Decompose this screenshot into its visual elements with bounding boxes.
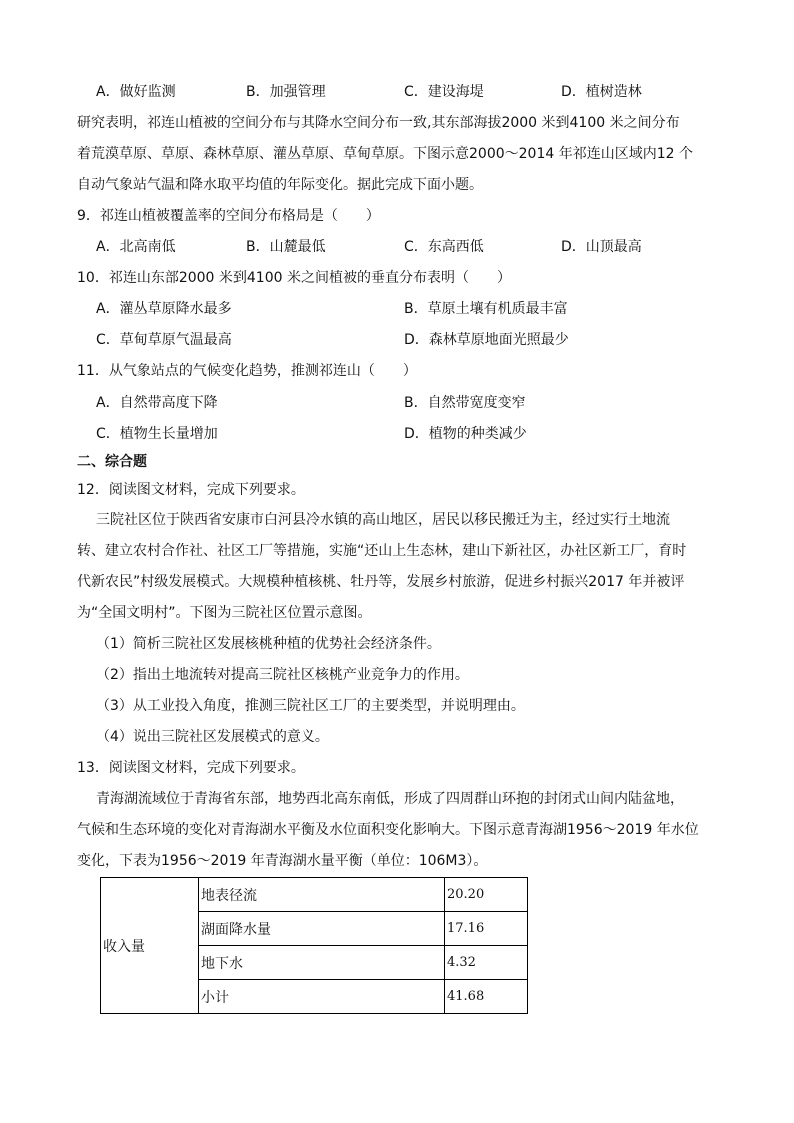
- q12-para-line-4: 为“全国文明村”。下图为三院社区位置示意图。: [77, 605, 372, 621]
- q11-stem: 11．从气象站点的气候变化趋势，推测祁连山（ ）: [77, 363, 417, 379]
- q11-option-a: A．自然带高度下降: [96, 395, 218, 411]
- q12-para-line-2: 转、建立农村合作社、社区工厂等措施，实施“还山上生态林，建山下新社区，办社区新工厂，育时: [77, 543, 687, 559]
- q12-sub-4: （4）说出三院社区发展模式的意义。: [96, 729, 329, 745]
- q13-para-line-2: 气候和生态环境的变化对青海湖水平衡及水位面积变化影响大。下图示意青海湖1956～2019 年水位: [77, 822, 699, 838]
- q8-option-c: C．建设海堤: [404, 84, 484, 100]
- q9-option-a: A．北高南低: [96, 239, 176, 255]
- income-group-label: 收入量: [101, 878, 199, 1014]
- water-balance-table: [100, 877, 528, 1014]
- table-value: 4.32: [445, 946, 528, 980]
- q12-stem: 12．阅读图文材料，完成下列要求。: [77, 482, 305, 498]
- intro-line-3: 自动气象站气温和降水取平均值的年际变化。据此完成下面小题。: [77, 177, 483, 193]
- q9-stem: 9．祁连山植被覆盖率的空间分布格局是（ ）: [77, 208, 380, 224]
- table-item: 地表径流: [199, 878, 445, 912]
- q12-para-line-1: 三院社区位于陕西省安康市白河县冷水镇的高山地区，居民以移民搬迁为主，经过实行土地流: [96, 512, 670, 528]
- q10-option-b: B．草原土壤有机质最丰富: [404, 301, 568, 317]
- table-item: 小计: [199, 980, 445, 1014]
- q9-option-d: D．山顶最高: [561, 239, 642, 255]
- intro-line-2: 着荒漠草原、草原、森林草原、灌丛草原、草甸草原。下图示意2000～2014 年祁连山区域内12 个: [77, 146, 693, 162]
- q13-para-line-3: 变化，下表为1956～2019 年青海湖水量平衡（单位：106M3）。: [77, 853, 488, 869]
- q9-option-c: C．东高西低: [404, 239, 484, 255]
- q8-option-b: B．加强管理: [246, 84, 326, 100]
- intro-line-1: 研究表明，祁连山植被的空间分布与其降水空间分布一致,其东部海拔2000 米到4100 米之间分布: [77, 115, 680, 131]
- q10-option-d: D．森林草原地面光照最少: [404, 332, 569, 348]
- q10-stem: 10．祁连山东部2000 米到4100 米之间植被的垂直分布表明（ ）: [77, 270, 511, 286]
- q13-stem: 13．阅读图文材料，完成下列要求。: [77, 760, 305, 776]
- table-value: 17.16: [445, 912, 528, 946]
- q10-option-c: C．草甸草原气温最高: [96, 332, 232, 348]
- section-title: 二、综合题: [77, 454, 147, 470]
- q10-option-a: A．灌丛草原降水最多: [96, 301, 232, 317]
- q11-option-b: B．自然带宽度变窄: [404, 395, 526, 411]
- table-value: 41.68: [445, 980, 528, 1014]
- q13-para-line-1: 青海湖流域位于青海省东部，地势西北高东南低，形成了四周群山环抱的封闭式山间内陆盆地，: [96, 791, 684, 807]
- table-item: 湖面降水量: [199, 912, 445, 946]
- q11-option-d: D．植物的种类减少: [404, 426, 527, 442]
- q8-option-a: A．做好监测: [96, 84, 176, 100]
- q12-sub-2: （2）指出土地流转对提高三院社区核桃产业竞争力的作用。: [96, 667, 469, 683]
- q11-option-c: C．植物生长量增加: [96, 426, 218, 442]
- table-item: 地下水: [199, 946, 445, 980]
- table-value: 20.20: [445, 878, 528, 912]
- q12-sub-3: （3）从工业投入角度，推测三院社区工厂的主要类型，并说明理由。: [96, 698, 525, 714]
- q12-sub-1: （1）简析三院社区发展核桃种植的优势社会经济条件。: [96, 636, 441, 652]
- q12-para-line-3: 代新农民”村级发展模式。大规模种植核桃、牡丹等，发展乡村旅游，促进乡村振兴2017 年并被评: [77, 574, 685, 590]
- table-row: [101, 878, 528, 912]
- q9-option-b: B．山麓最低: [246, 239, 326, 255]
- q8-option-d: D．植树造林: [561, 84, 642, 100]
